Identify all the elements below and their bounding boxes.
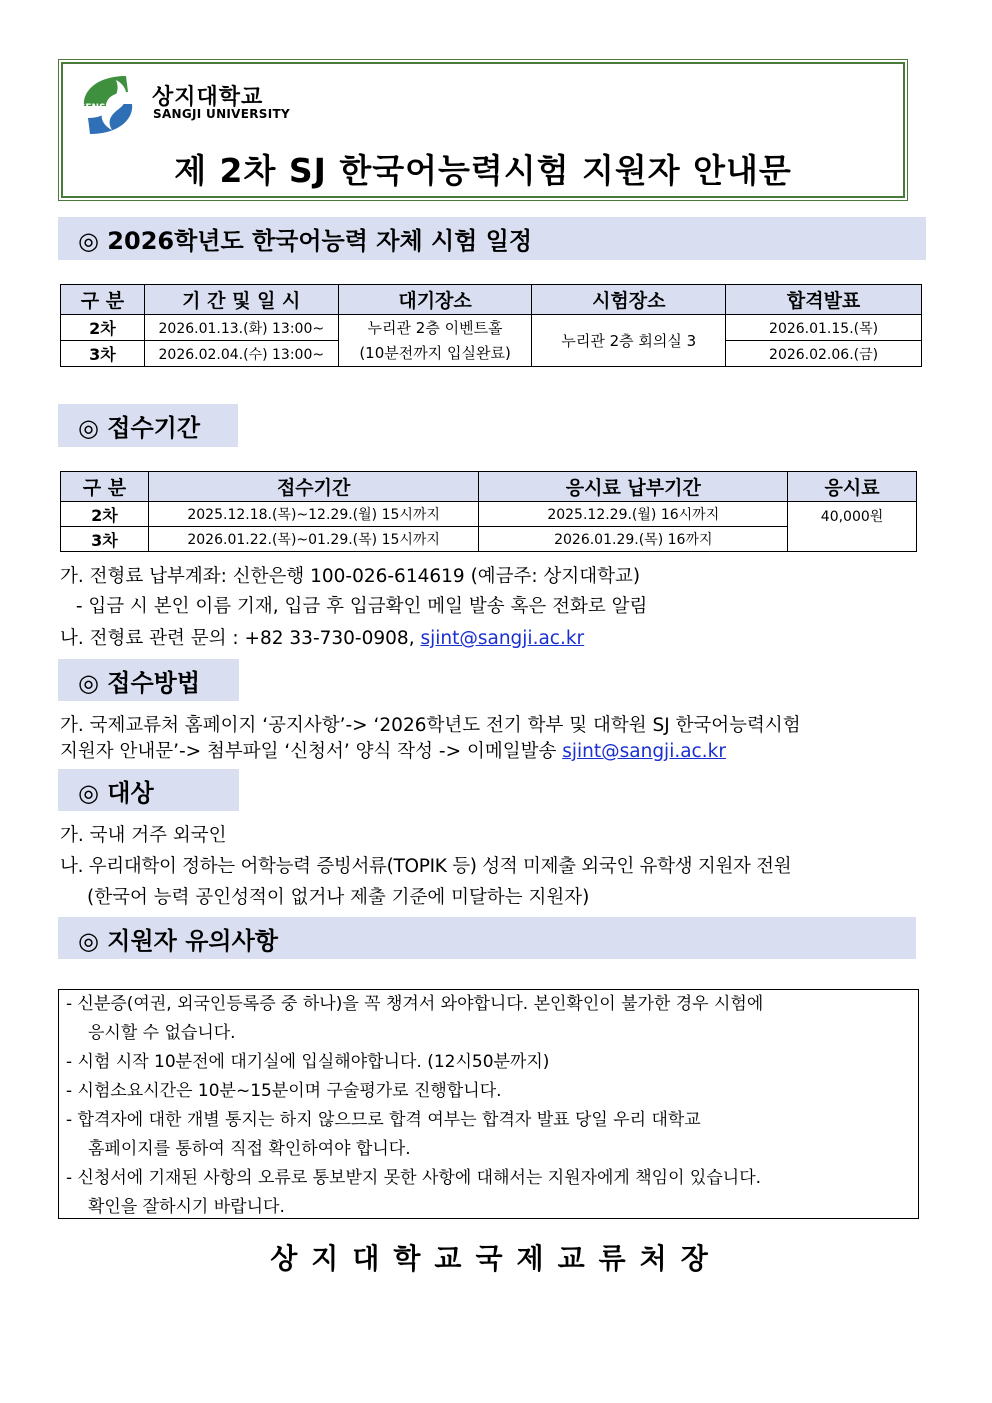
method-heading: ◎ 접수방법 — [58, 659, 239, 701]
application-period-heading: ◎ 접수기간 — [58, 404, 238, 447]
exam-fee-cell: 40,000원 — [788, 502, 917, 552]
note-line: - 합격자에 대한 개별 통지는 하지 않으므로 합격 여부는 합격자 발표 당일 우리 대학교 — [66, 1110, 701, 1130]
schedule-datetime-3: 2026.02.04.(수) 13:00~ — [144, 341, 338, 367]
schedule-round-3: 3차 — [61, 341, 145, 367]
schedule-col-result: 합격발표 — [726, 285, 922, 315]
schedule-round-2: 2차 — [61, 315, 145, 341]
schedule-heading: ◎ 2026학년도 한국어능력 자체 시험 일정 — [58, 217, 926, 260]
issuer-signature: 상지대학교국제교류처장 — [270, 1242, 722, 1275]
note-line: - 시험 시작 10분전에 대기실에 입실해야합니다. (12시50분까지) — [66, 1052, 550, 1072]
method-line-2 — [60, 737, 726, 763]
schedule-result-3: 2026.02.06.(금) — [726, 341, 922, 367]
target-line-2: 나. 우리대학이 정하는 어학능력 증빙서류(TOPIK 등) 성적 미제출 외국인 유학생 지원자 전원 — [60, 856, 792, 877]
period-dates-3: 2026.01.22.(목)~01.29.(목) 15시까지 — [148, 527, 479, 552]
table-row — [61, 315, 922, 341]
schedule-result-2: 2026.01.15.(목) — [726, 315, 922, 341]
university-name-korean: 상지대학교 — [152, 85, 264, 110]
target-heading: ◎ 대상 — [58, 769, 239, 811]
inquiry-email-link[interactable]: sjint@sangji.ac.kr — [420, 628, 585, 649]
note-line: 확인을 잘하시기 바랍니다. — [88, 1197, 285, 1217]
target-line-3: (한국어 능력 공인성적이 없거나 제출 기준에 미달하는 지원자) — [87, 887, 590, 908]
note-line: - 신청서에 기재된 사항의 오류로 통보받지 못한 사항에 대해서는 지원자에게 책임이 있습니다. — [66, 1168, 762, 1188]
period-col-round: 구 분 — [61, 472, 149, 502]
schedule-col-waiting-place: 대기장소 — [338, 285, 532, 315]
bank-account-note: 가. 전형료 납부계좌: 신한은행 100-026-614619 (예금주: 상지대학교) — [60, 566, 641, 587]
method-email-link[interactable]: sjint@sangji.ac.kr — [562, 741, 726, 762]
period-payment-3: 2026.01.29.(목) 16까지 — [479, 527, 788, 552]
period-col-fee: 응시료 — [788, 472, 917, 502]
period-round-2: 2차 — [61, 502, 149, 527]
note-line: 홈페이지를 통하여 직접 확인하여야 합니다. — [88, 1139, 411, 1159]
schedule-col-round: 구 분 — [61, 285, 145, 315]
waiting-place-line2: (10분전까지 입실완료) — [359, 343, 511, 362]
university-name-english: SANGJI UNIVERSITY — [153, 107, 290, 121]
exam-place-cell: 누리관 2층 회의실 3 — [532, 315, 726, 367]
application-period-table — [60, 471, 917, 552]
method-line-2-text: 지원자 안내문’-> 첨부파일 ‘신청서’ 양식 작성 -> 이메일발송 — [60, 741, 563, 762]
target-line-1: 가. 국내 거주 외국인 — [60, 825, 227, 846]
method-line-1: 가. 국제교류처 홈페이지 ‘공지사항’-> ‘2026학년도 전기 학부 및 대학원 SJ 한국어능력시험 — [60, 715, 801, 736]
period-dates-2: 2025.12.18.(목)~12.29.(월) 15시까지 — [148, 502, 479, 527]
svg-text:GENS21: GENS21 — [78, 103, 119, 113]
schedule-col-exam-place: 시험장소 — [532, 285, 726, 315]
table-row — [61, 502, 917, 527]
note-line: 응시할 수 없습니다. — [88, 1023, 236, 1043]
inquiry-note — [60, 624, 584, 650]
university-logo — [76, 72, 140, 138]
waiting-place-cell — [338, 315, 532, 367]
period-payment-2: 2025.12.29.(월) 16시까지 — [479, 502, 788, 527]
notes-heading: ◎ 지원자 유의사항 — [58, 917, 916, 959]
schedule-col-datetime: 기 간 및 일 시 — [144, 285, 338, 315]
deposit-instruction-note: - 입금 시 본인 이름 기재, 입금 후 입금확인 메일 발송 혹은 전화로 알림 — [70, 596, 648, 617]
waiting-place-line1: 누리관 2층 이벤트홀 — [367, 318, 503, 337]
period-col-payment: 응시료 납부기간 — [479, 472, 788, 502]
period-col-period: 접수기간 — [148, 472, 479, 502]
note-line: - 시험소요시간은 10분~15분이며 구술평가로 진행합니다. — [66, 1081, 502, 1101]
schedule-table — [60, 284, 922, 367]
schedule-datetime-2: 2026.01.13.(화) 13:00~ — [144, 315, 338, 341]
period-round-3: 3차 — [61, 527, 149, 552]
document-title: 제 2차 SJ 한국어능력시험 지원자 안내문 — [174, 151, 792, 190]
inquiry-note-text: 나. 전형료 관련 문의 : +82 33-730-0908, — [60, 628, 421, 649]
note-line: - 신분증(여권, 외국인등록증 중 하나)을 꼭 챙겨서 와야합니다. 본인확인이 불가한 경우 시험에 — [66, 994, 764, 1014]
